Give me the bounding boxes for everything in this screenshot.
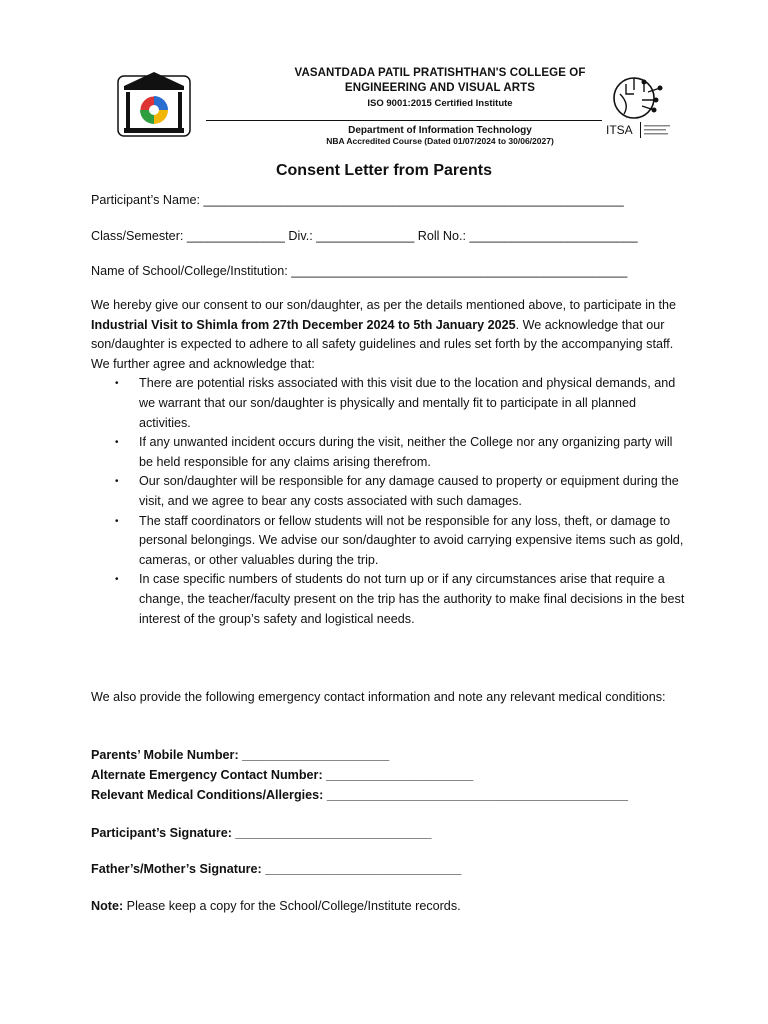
list-item-text: The staff coordinators or fellow students will not be responsible for any loss, theft, or damage to personal belongings. We advise our son/daughter to avoid carrying expensive items such as gold, cameras, or other valuables during the trip.	[139, 513, 684, 567]
parent-signature-label: Father’s/Mother’s Signature:	[91, 862, 262, 876]
college-name-line2: ENGINEERING AND VISUAL ARTS	[344, 82, 536, 94]
medical-conditions-label: Relevant Medical Conditions/Allergies:	[91, 788, 324, 802]
medical-conditions-field[interactable]	[91, 786, 628, 806]
letterhead	[90, 56, 680, 156]
itsa-logo	[604, 70, 676, 142]
list-item	[91, 374, 686, 433]
parent-signature-field[interactable]	[91, 860, 461, 880]
list-item	[91, 472, 686, 511]
iso-certification: ISO 9001:2015 Certified Institute	[367, 98, 513, 109]
alternate-contact-field[interactable]	[91, 766, 473, 786]
list-item	[91, 570, 686, 629]
parents-mobile-field[interactable]	[91, 746, 389, 766]
nba-accreditation: NBA Accredited Course (Dated 01/07/2024 to 30/06/2027)	[326, 136, 554, 146]
parent-signature-blank[interactable]: ____________________________	[265, 862, 462, 876]
alternate-contact-label: Alternate Emergency Contact Number:	[91, 768, 323, 782]
bullet-icon: •	[115, 437, 119, 449]
medical-conditions-blank[interactable]: ___________________________________________	[326, 788, 629, 802]
note-line	[91, 897, 461, 917]
parents-mobile-label: Parents’ Mobile Number:	[91, 748, 239, 762]
list-item-text: If any unwanted incident occurs during the visit, neither the College nor any organizing party will be held responsible for any claims arising therefrom.	[139, 435, 673, 469]
list-item-text: There are potential risks associated with this visit due to the location and physical demands, and we warrant that our son/daughter is physically and mentally fit to participate in all planned activities.	[139, 376, 676, 430]
visit-details: Industrial Visit to Shimla from 27th December 2024 to 5th January 2025	[91, 317, 516, 332]
participant-signature-blank[interactable]: ____________________________	[235, 826, 432, 840]
college-name-block	[240, 66, 640, 111]
note-text: Please keep a copy for the School/College/Institute records.	[123, 899, 461, 913]
class-div-roll-field[interactable]: Class/Semester: ______________ Div.: ______________ Roll No.: ________________________	[91, 229, 638, 243]
further-agree: We further agree and acknowledge that:	[91, 356, 315, 371]
bullet-icon: •	[115, 574, 119, 586]
consent-paragraph	[91, 296, 686, 355]
list-item-text: Our son/daughter will be responsible for any damage caused to property or equipment during the visit, and we agree to bear any costs associated with such damages.	[139, 474, 679, 508]
college-name-line1: VASANTDADA PATIL PRATISHTHAN'S COLLEGE OF	[294, 67, 586, 79]
consent-text-1: We hereby give our consent to our son/daughter, as per the details mentioned above, to participate in the	[91, 298, 677, 312]
college-emblem-logo	[116, 68, 192, 144]
consent-text-2: . We acknowledge that our son/daughter is expected to adhere to all safety guidelines and rules set forth by the accompanying staff.	[91, 317, 674, 352]
participant-signature-field[interactable]	[91, 824, 432, 844]
list-item	[91, 512, 686, 571]
document-title: Consent Letter from Parents	[275, 162, 493, 179]
note-label: Note:	[91, 899, 124, 913]
institution-field[interactable]: Name of School/College/Institution: ________________________________________________	[91, 264, 628, 278]
participant-name-field[interactable]: Participant’s Name: ____________________________________________________________	[91, 193, 624, 207]
bullet-icon: •	[115, 476, 119, 488]
itsa-logo-text: ITSA	[606, 123, 633, 137]
bullet-icon: •	[115, 378, 119, 390]
consent-body	[91, 296, 686, 629]
bullet-icon: •	[115, 515, 119, 527]
participant-signature-label: Participant’s Signature:	[91, 826, 232, 840]
list-item-text: In case specific numbers of students do not turn up or if any circumstances arise that require a change, the teacher/faculty present on the trip has the authority to make final decisions in the best interest of the group’s safety and logistical needs.	[139, 572, 685, 626]
alternate-contact-blank[interactable]: _____________________	[326, 768, 474, 782]
acknowledgement-list	[91, 374, 686, 629]
list-item	[91, 433, 686, 472]
department-name: Department of Information Technology	[348, 125, 532, 136]
parents-mobile-blank[interactable]: _____________________	[242, 748, 390, 762]
header-divider	[206, 120, 602, 121]
emergency-intro: We also provide the following emergency contact information and note any relevant medical conditions:	[91, 690, 666, 704]
